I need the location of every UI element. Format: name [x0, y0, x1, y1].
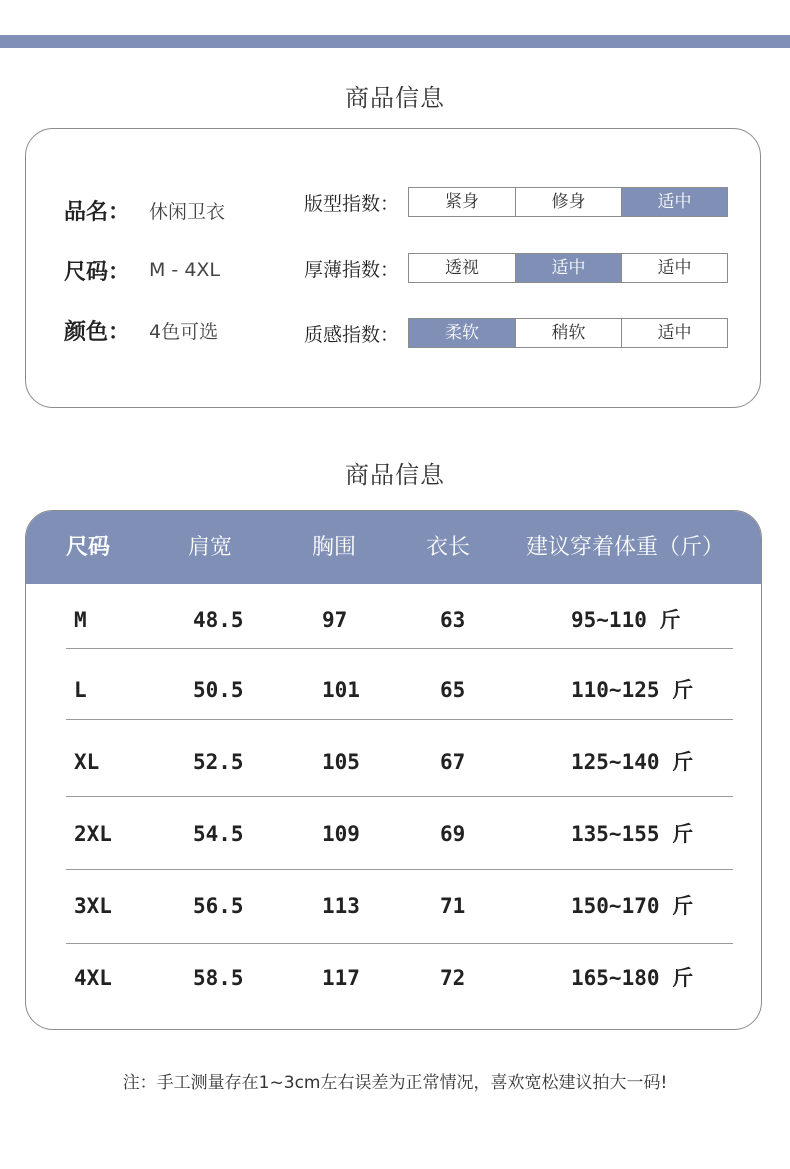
product-info-card	[25, 128, 761, 408]
info-row-size	[64, 255, 220, 285]
cell-size: L	[74, 678, 87, 702]
cell-weight: 110~125 斤	[571, 678, 694, 702]
row-divider	[66, 719, 733, 720]
index-option-selected: 适中	[515, 254, 621, 282]
top-accent-bar	[0, 35, 790, 48]
index-label: 版型指数：	[304, 192, 400, 215]
info-row-color	[64, 315, 218, 345]
index-option: 稍软	[515, 319, 621, 347]
section-title-product-info: 商品信息	[345, 84, 445, 112]
cell-length: 69	[440, 822, 466, 846]
cell-weight: 95~110 斤	[571, 608, 681, 632]
index-label: 厚薄指数：	[304, 258, 400, 281]
row-divider	[66, 796, 733, 797]
cell-size: XL	[74, 750, 100, 774]
info-label: 尺码：	[64, 259, 131, 285]
index-row-texture	[304, 318, 728, 348]
cell-weight: 125~140 斤	[571, 750, 694, 774]
header-length: 衣长	[426, 535, 471, 560]
header-shoulder: 肩宽	[188, 535, 233, 560]
cell-weight: 135~155 斤	[571, 822, 694, 846]
cell-shoulder: 48.5	[193, 608, 244, 632]
index-scale	[408, 187, 728, 217]
index-option: 透视	[409, 254, 515, 282]
table-row	[26, 654, 762, 726]
info-value: 4色可选	[149, 320, 219, 343]
size-table-header	[26, 511, 762, 584]
section-title-size-chart: 商品信息	[345, 461, 445, 489]
row-divider	[66, 648, 733, 649]
header-weight: 建议穿着体重（斤）	[526, 535, 725, 560]
cell-size: 2XL	[74, 822, 112, 846]
cell-chest: 109	[322, 822, 360, 846]
size-chart-card	[25, 510, 762, 1030]
header-size: 尺码	[66, 535, 111, 560]
cell-length: 63	[440, 608, 466, 632]
cell-chest: 97	[322, 608, 348, 632]
info-row-name	[64, 195, 225, 225]
index-option-selected: 柔软	[409, 319, 515, 347]
table-row	[26, 798, 762, 870]
table-row	[26, 942, 762, 1014]
cell-length: 67	[440, 750, 466, 774]
info-value: M - 4XL	[149, 259, 221, 281]
cell-length: 71	[440, 894, 466, 918]
table-row	[26, 584, 762, 656]
index-option: 修身	[515, 188, 621, 216]
table-row	[26, 870, 762, 942]
index-option: 紧身	[409, 188, 515, 216]
index-scale	[408, 318, 728, 348]
table-row	[26, 726, 762, 798]
cell-weight: 165~180 斤	[571, 966, 694, 990]
header-chest: 胸围	[312, 535, 357, 560]
index-scale	[408, 253, 728, 283]
cell-chest: 101	[322, 678, 360, 702]
cell-shoulder: 58.5	[193, 966, 244, 990]
cell-shoulder: 50.5	[193, 678, 244, 702]
cell-size: 4XL	[74, 966, 112, 990]
cell-size: M	[74, 608, 87, 632]
index-option: 适中	[621, 254, 727, 282]
index-option-selected: 适中	[621, 188, 727, 216]
cell-shoulder: 54.5	[193, 822, 244, 846]
info-label: 品名：	[64, 199, 131, 225]
cell-chest: 113	[322, 894, 360, 918]
cell-length: 72	[440, 966, 466, 990]
cell-chest: 117	[322, 966, 360, 990]
index-row-fit	[304, 187, 728, 217]
index-option: 适中	[621, 319, 727, 347]
cell-length: 65	[440, 678, 466, 702]
cell-size: 3XL	[74, 894, 112, 918]
index-label: 质感指数：	[304, 323, 400, 346]
cell-shoulder: 56.5	[193, 894, 244, 918]
cell-shoulder: 52.5	[193, 750, 244, 774]
cell-weight: 150~170 斤	[571, 894, 694, 918]
info-value: 休闲卫衣	[149, 200, 226, 223]
measurement-note: 注：手工测量存在1~3cm左右误差为正常情况，喜欢宽松建议拍大一码!	[122, 1073, 668, 1093]
cell-chest: 105	[322, 750, 360, 774]
info-label: 颜色：	[64, 319, 131, 345]
index-row-thickness	[304, 253, 728, 283]
